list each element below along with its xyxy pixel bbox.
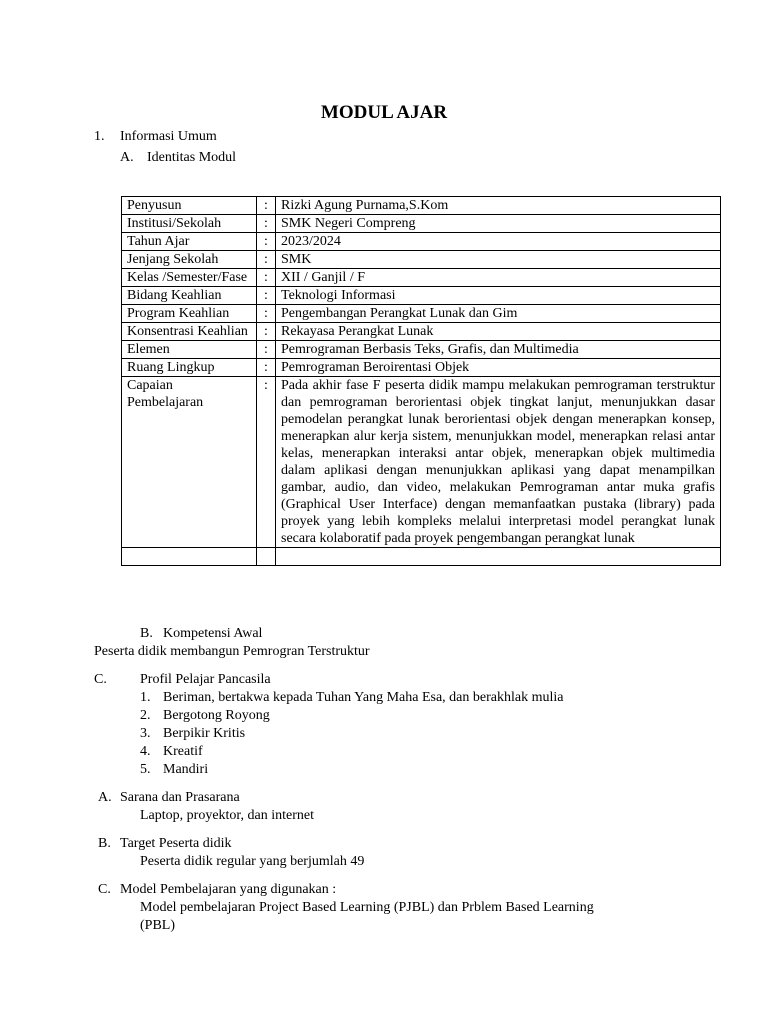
subsection-heading: Profil Pelajar Pancasila	[140, 672, 271, 687]
field-label: Capaian Pembelajaran	[122, 377, 257, 548]
table-row	[122, 341, 721, 359]
paragraph-text: Peserta didik regular yang berjumlah 49	[140, 854, 365, 869]
table-row	[122, 197, 721, 215]
field-value: SMK	[276, 251, 721, 269]
list-number: 5.	[140, 762, 151, 777]
field-value: Rizki Agung Purnama,S.Kom	[276, 197, 721, 215]
field-value: Pengembangan Perangkat Lunak dan Gim	[276, 305, 721, 323]
subsection-heading: Identitas Modul	[147, 150, 237, 165]
identity-table	[121, 196, 721, 566]
subsection-letter: C.	[94, 672, 107, 687]
paragraph-text: Peserta didik membangun Pemrogran Terstruktur	[94, 644, 370, 659]
separator: :	[257, 233, 276, 251]
list-number: 1.	[140, 690, 151, 705]
field-label: Institusi/Sekolah	[122, 215, 257, 233]
table-row	[122, 377, 721, 548]
list-number: 4.	[140, 744, 151, 759]
table-row	[122, 305, 721, 323]
subsection-heading: Target Peserta didik	[120, 836, 232, 851]
paragraph-text: Laptop, proyektor, dan internet	[140, 808, 314, 823]
page-title: MODUL AJAR	[320, 102, 448, 123]
subsection-letter: B.	[98, 836, 111, 851]
list-item: Kreatif	[163, 744, 203, 759]
list-item: Bergotong Royong	[163, 708, 270, 723]
separator: :	[257, 251, 276, 269]
field-label: Konsentrasi Keahlian	[122, 323, 257, 341]
table-row	[122, 359, 721, 377]
table-row-empty	[122, 548, 721, 566]
list-number: 3.	[140, 726, 151, 741]
subsection-letter: A.	[98, 790, 112, 805]
field-value: Rekayasa Perangkat Lunak	[276, 323, 721, 341]
table-row	[122, 287, 721, 305]
field-label: Jenjang Sekolah	[122, 251, 257, 269]
field-value: SMK Negeri Compreng	[276, 215, 721, 233]
separator: :	[257, 305, 276, 323]
paragraph-text: (PBL)	[140, 918, 175, 933]
separator: :	[257, 197, 276, 215]
field-value: Pada akhir fase F peserta didik mampu melakukan pemrograman terstruktur dan pemrograman berorientasi objek tingkat lanjut, menunjukkan dasar pemodelan perangkat lunak berorientasi objek dengan menerapkan konsep, menerapkan alur kerja sistem, menunjukkan model, menerapkan relasi antar kelas, menerapkan interaksi antar objek, menerapkan objek multimedia dalam aplikasi dengan menunjukkan aplikasi yang dapat menampilkan gambar, audio, dan video, melakukan Pemrograman antar muka grafis (Graphical User Interface) dengan memanfaatkan pustaka (library) pada proyek yang lebih kompleks melalui interpretasi model perangkat lunak secara kolaboratif pada proyek pengembangan perangkat lunak	[276, 377, 721, 548]
list-number: 2.	[140, 708, 151, 723]
subsection-letter: A.	[120, 150, 134, 165]
empty-cell	[276, 548, 721, 566]
subsection-heading: Sarana dan Prasarana	[120, 790, 240, 805]
subsection-letter: C.	[98, 882, 111, 897]
field-value: 2023/2024	[276, 233, 721, 251]
empty-cell	[257, 548, 276, 566]
paragraph-text: Model pembelajaran Project Based Learning (PJBL) dan Prblem Based Learning	[140, 900, 594, 915]
table-row	[122, 323, 721, 341]
separator: :	[257, 341, 276, 359]
separator: :	[257, 377, 276, 548]
field-label: Elemen	[122, 341, 257, 359]
subsection-letter: B.	[140, 626, 153, 641]
field-label: Kelas /Semester/Fase	[122, 269, 257, 287]
subsection-heading: Kompetensi Awal	[163, 626, 263, 641]
field-label: Tahun Ajar	[122, 233, 257, 251]
section-number: 1.	[94, 129, 105, 144]
list-item: Mandiri	[163, 762, 209, 777]
field-label: Program Keahlian	[122, 305, 257, 323]
field-label: Bidang Keahlian	[122, 287, 257, 305]
section-heading: Informasi Umum	[120, 129, 217, 144]
table-row	[122, 233, 721, 251]
list-item: Berpikir Kritis	[163, 726, 246, 741]
field-label: Ruang Lingkup	[122, 359, 257, 377]
separator: :	[257, 287, 276, 305]
separator: :	[257, 359, 276, 377]
empty-cell	[122, 548, 257, 566]
separator: :	[257, 269, 276, 287]
list-item: Beriman, bertakwa kepada Tuhan Yang Maha Esa, dan berakhlak mulia	[163, 690, 564, 705]
subsection-heading: Model Pembelajaran yang digunakan :	[120, 882, 337, 897]
field-label: Penyusun	[122, 197, 257, 215]
table-row	[122, 215, 721, 233]
separator: :	[257, 323, 276, 341]
table-row	[122, 269, 721, 287]
field-value: Pemrograman Berbasis Teks, Grafis, dan Multimedia	[276, 341, 721, 359]
table-row	[122, 251, 721, 269]
field-value: XII / Ganjil / F	[276, 269, 721, 287]
separator: :	[257, 215, 276, 233]
field-value: Pemrograman Beroirentasi Objek	[276, 359, 721, 377]
field-value: Teknologi Informasi	[276, 287, 721, 305]
